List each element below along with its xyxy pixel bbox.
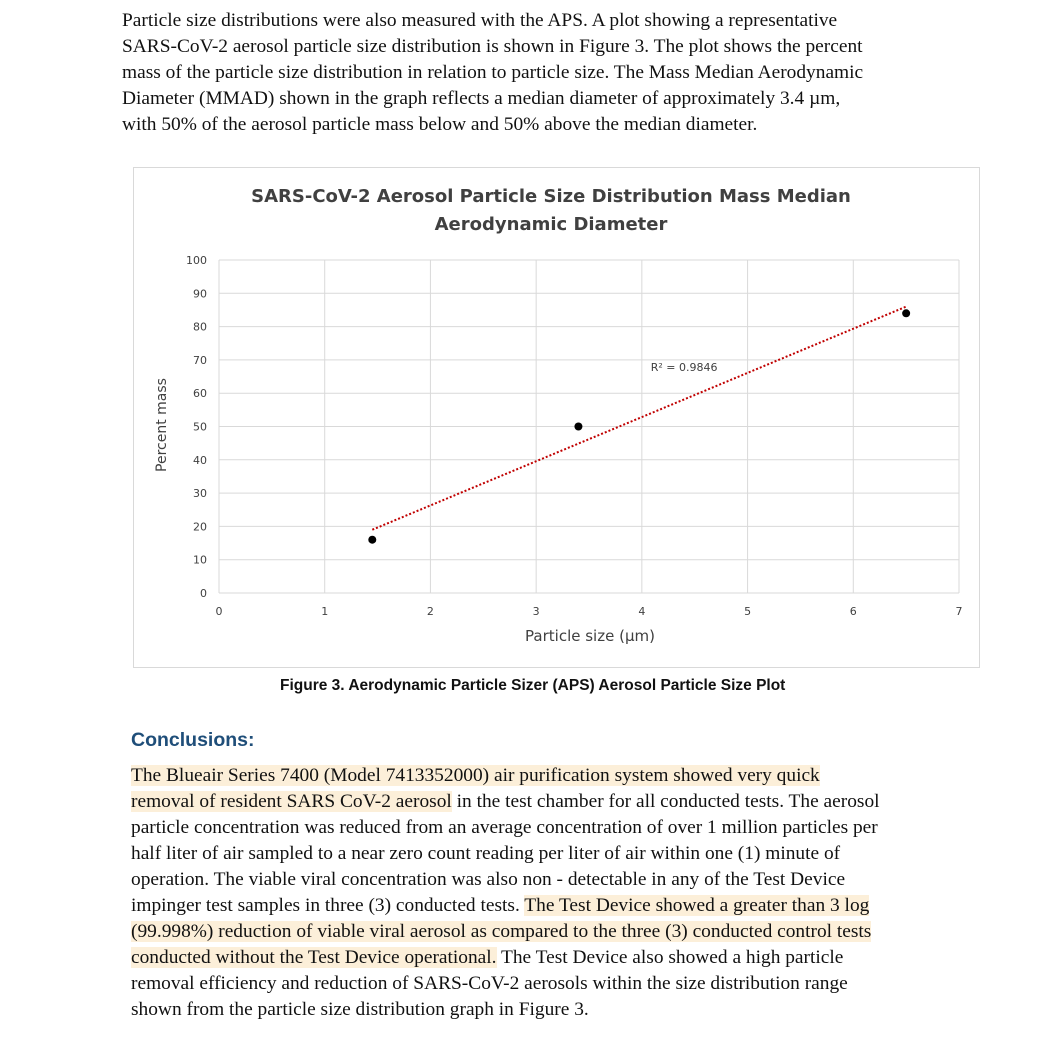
x-tick-label: 2: [426, 605, 434, 618]
conclusion-line: [131, 867, 1011, 893]
y-tick-label: 60: [193, 387, 207, 401]
text-segment: half liter of air sampled to a near zero count reading per liter of air within one (1) minute of: [131, 843, 841, 864]
conclusion-line: [131, 997, 1011, 1023]
y-tick-label: 70: [193, 353, 207, 367]
conclusion-line: [131, 763, 1011, 789]
y-tick-label: 0: [200, 587, 207, 600]
scatter-chart: [134, 168, 981, 669]
data-point: [574, 423, 582, 431]
data-point: [902, 309, 910, 317]
intro-paragraph: [122, 8, 1002, 138]
conclusion-line: [131, 815, 1011, 841]
x-tick-label: 4: [638, 605, 646, 618]
text-segment: operation. The viable viral concentration was also non - detectable in any of the Test Device: [131, 869, 846, 890]
conclusion-line: [131, 789, 1011, 815]
chart-frame: [133, 167, 980, 668]
x-tick-label: 0: [215, 605, 223, 618]
conclusion-line: [131, 919, 1011, 945]
chart-title-line: SARS-CoV-2 Aerosol Particle Size Distribution Mass Median: [251, 186, 851, 207]
intro-line: with 50% of the aerosol particle mass below and 50% above the median diameter.: [122, 114, 758, 135]
y-tick-label: 40: [193, 453, 207, 467]
highlighted-text: conducted without the Test Device operational.: [131, 947, 497, 968]
conclusion-line: [131, 893, 1011, 919]
y-tick-label: 90: [193, 287, 207, 301]
text-segment: shown from the particle size distribution graph in Figure 3.: [131, 999, 589, 1020]
text-segment: removal efficiency and reduction of SARS-CoV-2 aerosols within the size distribution range: [131, 973, 848, 994]
highlighted-text: removal of resident SARS CoV-2 aerosol: [131, 791, 452, 812]
figure-caption: Figure 3. Aerodynamic Particle Sizer (APS) Aerosol Particle Size Plot: [280, 677, 786, 694]
x-tick-label: 3: [532, 605, 540, 618]
y-axis-label: Percent mass: [154, 378, 170, 472]
x-axis-label: Particle size (µm): [525, 627, 655, 645]
text-segment: particle concentration was reduced from an average concentration of over 1 million particles per: [131, 817, 878, 838]
y-tick-label: 80: [193, 320, 207, 334]
text-segment: impinger test samples in three (3) conducted tests.: [131, 895, 525, 916]
r-squared-annotation: R² = 0.9846: [650, 361, 718, 375]
intro-line: Diameter (MMAD) shown in the graph reflects a median diameter of approximately 3.4 µm,: [122, 88, 841, 109]
intro-line: SARS-CoV-2 aerosol particle size distribution is shown in Figure 3. The plot shows the percent: [122, 36, 863, 57]
conclusion-line: [131, 841, 1011, 867]
text-segment: in the test chamber for all conducted tests. The aerosol: [451, 791, 880, 812]
y-tick-label: 30: [193, 487, 207, 501]
conclusion-line: [131, 945, 1011, 971]
x-tick-label: 1: [321, 605, 329, 618]
y-tick-label: 10: [193, 553, 207, 567]
intro-line: mass of the particle size distribution in relation to particle size. The Mass Median Aerodynamic: [122, 62, 864, 83]
y-tick-label: 20: [193, 520, 207, 534]
highlighted-text: The Blueair Series 7400 (Model 7413352000) air purification system showed very quick: [131, 765, 820, 786]
x-tick-label: 7: [955, 605, 963, 618]
highlighted-text: (99.998%) reduction of viable viral aerosol as compared to the three (3) conducted control tests: [131, 921, 872, 942]
x-tick-label: 5: [744, 605, 752, 618]
y-tick-label: 100: [186, 254, 207, 267]
highlighted-text: The Test Device showed a greater than 3 log: [524, 895, 870, 916]
y-tick-label: 50: [193, 420, 207, 434]
trendline: [372, 307, 906, 530]
data-point: [368, 536, 376, 544]
conclusions-heading: Conclusions:: [131, 729, 255, 751]
conclusion-line: [131, 971, 1011, 997]
intro-line: Particle size distributions were also measured with the APS. A plot showing a representative: [122, 10, 838, 31]
text-segment: The Test Device also showed a high particle: [496, 947, 844, 968]
chart-title-line: Aerodynamic Diameter: [434, 214, 668, 235]
x-tick-label: 6: [849, 605, 857, 618]
conclusions-paragraph: [131, 763, 1011, 1023]
chart-title: [133, 183, 969, 239]
